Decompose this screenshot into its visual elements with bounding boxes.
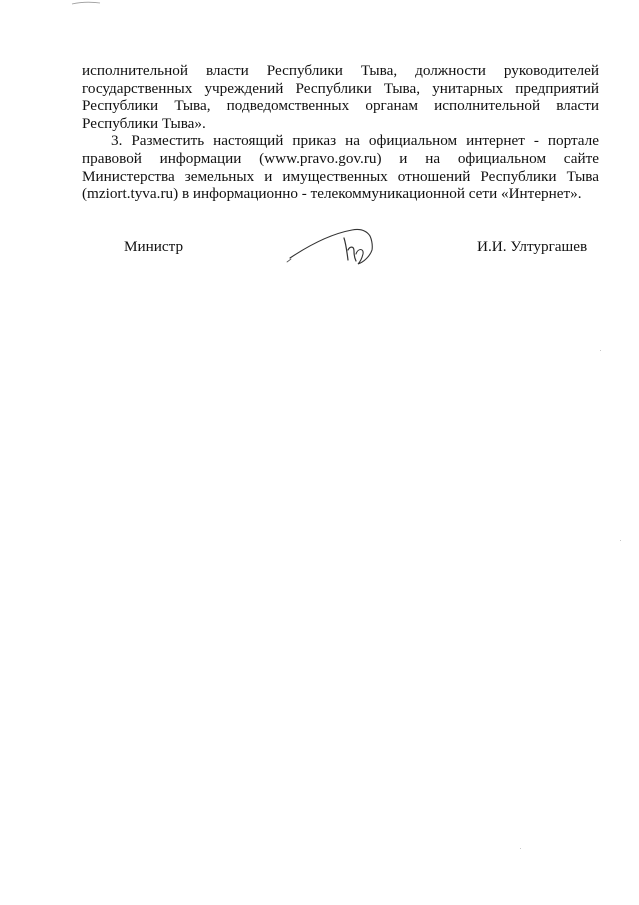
paragraph-item-3: 3. Разместить настоящий приказ на официальном интернет - портале правовой информации (www.pravo.gov.ru) и на официальном сайте Министерства земельных и имущественных отношений Республики Тыва (mziort.tyva.ru) в информационно - телекоммуникационной сети «Интернет». <box>82 132 599 203</box>
scan-speck <box>620 540 621 541</box>
document-body <box>82 62 599 203</box>
scan-artifact-icon <box>70 0 110 8</box>
signatory-title: Министр <box>124 238 184 255</box>
scan-speck <box>520 848 521 849</box>
handwritten-signature-icon <box>286 224 382 280</box>
signature-block <box>0 238 639 278</box>
scan-speck <box>600 350 601 351</box>
paragraph-continuation: исполнительной власти Республики Тыва, должности руководителей государственных учреждений Республики Тыва, унитарных предприятий Республики Тыва, подведомственных органам исполнительной власти Республики Тыва». <box>82 62 599 132</box>
signatory-name: И.И. Ултургашев <box>477 238 588 255</box>
